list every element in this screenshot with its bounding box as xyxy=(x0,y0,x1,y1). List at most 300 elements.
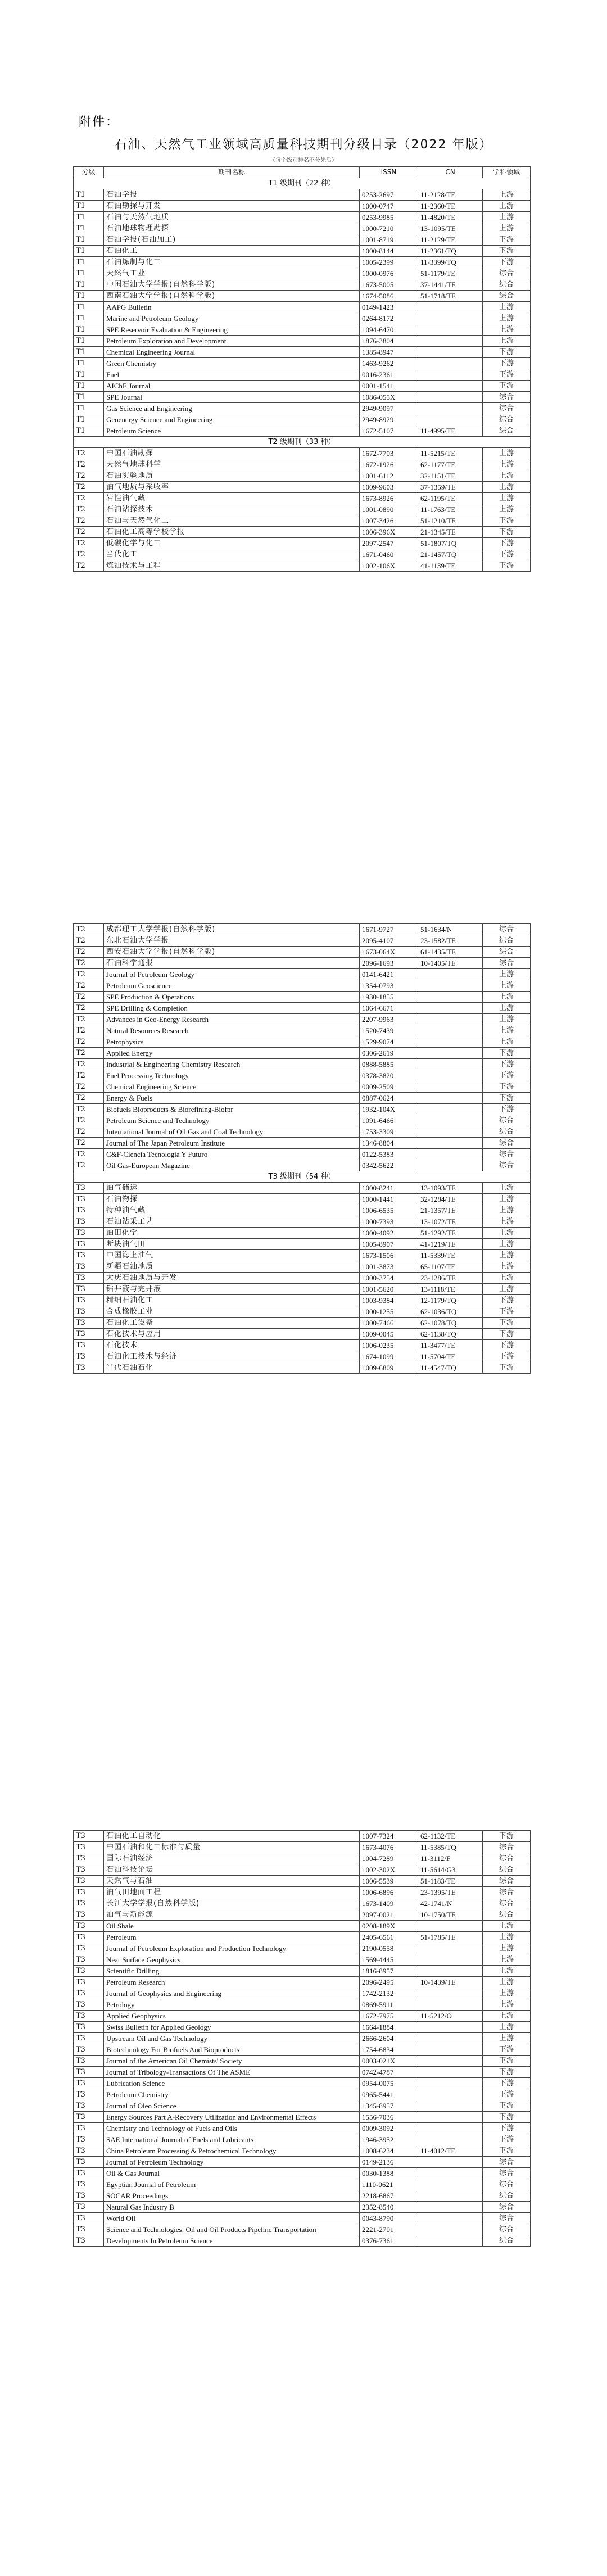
table-row xyxy=(74,2235,531,2247)
issn-cell: 0253-2697 xyxy=(360,189,418,201)
table-row xyxy=(74,1999,531,2011)
issn-cell: 2097-2547 xyxy=(360,538,418,549)
level-cell: T2 xyxy=(74,958,104,969)
issn-cell: 2218-6867 xyxy=(360,2190,418,2202)
field-cell: 上游 xyxy=(483,482,531,493)
field-cell: 综合 xyxy=(483,1126,531,1138)
level-cell: T2 xyxy=(74,947,104,958)
level-cell: T1 xyxy=(74,234,104,246)
table-row xyxy=(74,1306,531,1318)
field-cell: 上游 xyxy=(483,1932,531,1943)
issn-cell: 0965-5441 xyxy=(360,2089,418,2100)
journal-name-cell: 当代石油石化 xyxy=(104,1362,360,1374)
issn-cell: 0122-5383 xyxy=(360,1149,418,1160)
cn-cell xyxy=(418,2067,483,2078)
table-row xyxy=(74,257,531,268)
cn-cell xyxy=(418,1966,483,1977)
issn-cell: 2405-6561 xyxy=(360,1932,418,1943)
journal-name-cell: Biofuels Bioproducts & Biorefining-Biofpr xyxy=(104,1104,360,1115)
cn-cell xyxy=(418,313,483,324)
cn-cell xyxy=(418,2078,483,2089)
table-row xyxy=(74,302,531,313)
journal-name-cell: 石油科学通报 xyxy=(104,958,360,969)
journal-name-cell: Petrology xyxy=(104,1999,360,2011)
page-3 xyxy=(0,1717,607,2576)
level-cell: T2 xyxy=(74,470,104,482)
level-cell: T2 xyxy=(74,493,104,504)
journal-name-cell: Petroleum Chemistry xyxy=(104,2089,360,2100)
table-row xyxy=(74,1081,531,1093)
cn-cell: 11-4820/TE xyxy=(418,212,483,223)
issn-cell: 1091-6466 xyxy=(360,1115,418,1126)
field-cell: 综合 xyxy=(483,1842,531,1853)
field-cell: 综合 xyxy=(483,2224,531,2235)
journal-name-cell: Science and Technologies: Oil and Oil Products Pipeline Transportation xyxy=(104,2224,360,2235)
cn-cell: 13-1072/TE xyxy=(418,1216,483,1228)
level-cell: T3 xyxy=(74,1909,104,1921)
level-cell: T3 xyxy=(74,2033,104,2044)
journal-name-cell: 天然气地球科学 xyxy=(104,459,360,470)
journal-name-cell: 岩性油气藏 xyxy=(104,493,360,504)
table-header-row xyxy=(74,167,531,178)
level-cell: T2 xyxy=(74,1025,104,1036)
cn-cell: 51-1634/N xyxy=(418,924,483,935)
journal-name-cell: World Oil xyxy=(104,2213,360,2224)
page-1 xyxy=(0,0,607,858)
field-cell: 下游 xyxy=(483,1318,531,1329)
field-cell: 下游 xyxy=(483,2123,531,2134)
issn-cell: 1005-8907 xyxy=(360,1239,418,1250)
cn-cell: 11-1763/TE xyxy=(418,504,483,515)
table-row xyxy=(74,1205,531,1216)
cn-cell: 23-1582/TE xyxy=(418,935,483,947)
journal-name-cell: 油气田地面工程 xyxy=(104,1887,360,1898)
cn-cell xyxy=(418,2202,483,2213)
cn-cell xyxy=(418,1059,483,1070)
table-row xyxy=(74,2190,531,2202)
issn-cell: 1345-8957 xyxy=(360,2100,418,2112)
cn-cell xyxy=(418,1104,483,1115)
cn-cell: 37-1441/TE xyxy=(418,279,483,291)
journal-name-cell: Petroleum Geoscience xyxy=(104,980,360,992)
issn-cell: 1110-0621 xyxy=(360,2179,418,2190)
journal-name-cell: Chemistry and Technology of Fuels and Oils xyxy=(104,2123,360,2134)
table-row xyxy=(74,1876,531,1887)
header-level: 分级 xyxy=(74,167,104,178)
table-row xyxy=(74,1831,531,1842)
field-cell: 下游 xyxy=(483,2145,531,2157)
issn-cell: 0253-9985 xyxy=(360,212,418,223)
issn-cell: 1000-3754 xyxy=(360,1273,418,1284)
field-cell: 上游 xyxy=(483,1025,531,1036)
table-row xyxy=(74,2134,531,2145)
document-subtitle: （每个级别排名不分先后） xyxy=(270,157,337,164)
issn-cell: 1006-5539 xyxy=(360,1876,418,1887)
level-cell: T3 xyxy=(74,1943,104,1954)
level-cell: T1 xyxy=(74,347,104,358)
field-cell: 上游 xyxy=(483,969,531,980)
issn-cell: 1000-7466 xyxy=(360,1318,418,1329)
level-cell: T2 xyxy=(74,935,104,947)
journal-name-cell: 西南石油大学学报(自然科学版) xyxy=(104,291,360,302)
table-row xyxy=(74,935,531,947)
table-row xyxy=(74,1048,531,1059)
cn-cell: 32-1284/TE xyxy=(418,1194,483,1205)
field-cell: 下游 xyxy=(483,1081,531,1093)
level-cell: T2 xyxy=(74,549,104,560)
journal-name-cell: Upstream Oil and Gas Technology xyxy=(104,2033,360,2044)
issn-cell: 2221-2701 xyxy=(360,2224,418,2235)
table-row xyxy=(74,527,531,538)
level-cell: T3 xyxy=(74,2067,104,2078)
cn-cell xyxy=(418,1921,483,1932)
issn-cell: 2095-4107 xyxy=(360,935,418,947)
section-title: T2 级期刊（33 种） xyxy=(74,437,531,448)
issn-cell: 1006-6896 xyxy=(360,1887,418,1898)
table-row xyxy=(74,1070,531,1081)
level-cell: T2 xyxy=(74,980,104,992)
issn-cell: 1001-0890 xyxy=(360,504,418,515)
cn-cell: 23-1286/TE xyxy=(418,1273,483,1284)
table-row xyxy=(74,2123,531,2134)
journal-name-cell: 低碳化学与化工 xyxy=(104,538,360,549)
issn-cell: 1673-1409 xyxy=(360,1898,418,1909)
table-row xyxy=(74,2078,531,2089)
header-issn: ISSN xyxy=(360,167,418,178)
field-cell: 下游 xyxy=(483,1295,531,1306)
table-row xyxy=(74,1036,531,1048)
level-cell: T3 xyxy=(74,1205,104,1216)
field-cell: 上游 xyxy=(483,2011,531,2022)
cn-cell: 21-1345/TE xyxy=(418,527,483,538)
field-cell: 综合 xyxy=(483,2179,531,2190)
cn-cell xyxy=(418,1943,483,1954)
field-cell: 上游 xyxy=(483,2022,531,2033)
journal-name-cell: 当代化工 xyxy=(104,549,360,560)
cn-cell: 11-3112/F xyxy=(418,1853,483,1864)
journal-name-cell: Gas Science and Engineering xyxy=(104,403,360,414)
level-cell: T1 xyxy=(74,336,104,347)
table-row xyxy=(74,189,531,201)
field-cell: 上游 xyxy=(483,313,531,324)
level-cell: T1 xyxy=(74,302,104,313)
journal-name-cell: Energy Sources Part A-Recovery Utilization and Environmental Effects xyxy=(104,2112,360,2123)
field-cell: 综合 xyxy=(483,403,531,414)
field-cell: 综合 xyxy=(483,924,531,935)
field-cell: 综合 xyxy=(483,1115,531,1126)
field-cell: 下游 xyxy=(483,538,531,549)
journal-name-cell: SAE International Journal of Fuels and Lubricants xyxy=(104,2134,360,2145)
table-row xyxy=(74,2145,531,2157)
field-cell: 下游 xyxy=(483,1340,531,1351)
journal-name-cell: International Journal of Oil Gas and Coal Technology xyxy=(104,1126,360,1138)
field-cell: 下游 xyxy=(483,234,531,246)
table-row xyxy=(74,268,531,279)
table-row xyxy=(74,246,531,257)
field-cell: 上游 xyxy=(483,448,531,459)
table-row xyxy=(74,1115,531,1126)
header-cn: CN xyxy=(418,167,483,178)
journal-name-cell: 石油化工技术与经济 xyxy=(104,1351,360,1362)
table-row xyxy=(74,947,531,958)
field-cell: 上游 xyxy=(483,980,531,992)
field-cell: 上游 xyxy=(483,1943,531,1954)
journal-name-cell: Fuel xyxy=(104,369,360,381)
field-cell: 上游 xyxy=(483,459,531,470)
table-row xyxy=(74,448,531,459)
journal-name-cell: Fuel Processing Technology xyxy=(104,1070,360,1081)
level-cell: T1 xyxy=(74,279,104,291)
journal-name-cell: Marine and Petroleum Geology xyxy=(104,313,360,324)
field-cell: 上游 xyxy=(483,223,531,234)
issn-cell: 1001-3873 xyxy=(360,1261,418,1273)
issn-cell: 0001-1541 xyxy=(360,381,418,392)
issn-cell: 1876-3804 xyxy=(360,336,418,347)
level-cell: T1 xyxy=(74,425,104,437)
cn-cell xyxy=(418,2235,483,2247)
cn-cell: 11-3477/TE xyxy=(418,1340,483,1351)
issn-cell: 1672-1926 xyxy=(360,459,418,470)
issn-cell: 0264-8172 xyxy=(360,313,418,324)
journal-name-cell: Green Chemistry xyxy=(104,358,360,369)
cn-cell xyxy=(418,403,483,414)
field-cell: 下游 xyxy=(483,2134,531,2145)
field-cell: 上游 xyxy=(483,1284,531,1295)
cn-cell: 11-2129/TE xyxy=(418,234,483,246)
journal-name-cell: Lubrication Science xyxy=(104,2078,360,2089)
issn-cell: 1556-7036 xyxy=(360,2112,418,2123)
journal-name-cell: Geoenergy Science and Engineering xyxy=(104,414,360,425)
field-cell: 上游 xyxy=(483,1966,531,1977)
field-cell: 综合 xyxy=(483,1864,531,1876)
level-cell: T3 xyxy=(74,2044,104,2056)
level-cell: T2 xyxy=(74,1014,104,1025)
table-row xyxy=(74,1093,531,1104)
cn-cell: 11-4547/TQ xyxy=(418,1362,483,1374)
field-cell: 综合 xyxy=(483,425,531,437)
table-row xyxy=(74,212,531,223)
journal-name-cell: Applied Geophysics xyxy=(104,2011,360,2022)
field-cell: 上游 xyxy=(483,1239,531,1250)
level-cell: T2 xyxy=(74,1160,104,1171)
cn-cell xyxy=(418,2157,483,2168)
document-title: 石油、天然气工业领域高质量科技期刊分级目录（2022 年版） xyxy=(114,138,493,152)
level-cell: T3 xyxy=(74,2123,104,2134)
issn-cell: 1000-4092 xyxy=(360,1228,418,1239)
journal-name-cell: 中国石油大学学报(自然科学版) xyxy=(104,279,360,291)
issn-cell: 2096-2495 xyxy=(360,1977,418,1988)
journal-name-cell: C&F-Ciencia Tecnologia Y Futuro xyxy=(104,1149,360,1160)
issn-cell: 1006-396X xyxy=(360,527,418,538)
journal-name-cell: 石化技术 xyxy=(104,1340,360,1351)
level-cell: T3 xyxy=(74,1318,104,1329)
issn-cell: 1086-055X xyxy=(360,392,418,403)
issn-cell: 1385-8947 xyxy=(360,347,418,358)
table-row xyxy=(74,1362,531,1374)
issn-cell: 1094-6470 xyxy=(360,324,418,336)
journal-name-cell: 中国石油和化工标准与质量 xyxy=(104,1842,360,1853)
level-cell: T3 xyxy=(74,1183,104,1194)
issn-cell: 1932-104X xyxy=(360,1104,418,1115)
table-row xyxy=(74,470,531,482)
cn-cell xyxy=(418,369,483,381)
journal-name-cell: 石油钻采工艺 xyxy=(104,1216,360,1228)
level-cell: T3 xyxy=(74,1351,104,1362)
issn-cell: 0030-1388 xyxy=(360,2168,418,2179)
field-cell: 上游 xyxy=(483,493,531,504)
table-row xyxy=(74,924,531,935)
field-cell: 上游 xyxy=(483,1194,531,1205)
issn-cell: 2666-2604 xyxy=(360,2033,418,2044)
journal-name-cell: 特种油气藏 xyxy=(104,1205,360,1216)
level-cell: T3 xyxy=(74,1273,104,1284)
table-row xyxy=(74,414,531,425)
level-cell: T3 xyxy=(74,1329,104,1340)
level-cell: T3 xyxy=(74,2011,104,2022)
cn-cell: 62-1138/TQ xyxy=(418,1329,483,1340)
level-cell: T3 xyxy=(74,2134,104,2145)
level-cell: T3 xyxy=(74,1239,104,1250)
table-row xyxy=(74,369,531,381)
cn-cell xyxy=(418,2033,483,2044)
field-cell: 综合 xyxy=(483,2213,531,2224)
issn-cell: 1000-8144 xyxy=(360,246,418,257)
attachment-label: 附件： xyxy=(79,115,120,129)
table-row xyxy=(74,2224,531,2235)
field-cell: 综合 xyxy=(483,1909,531,1921)
level-cell: T1 xyxy=(74,369,104,381)
field-cell: 下游 xyxy=(483,1831,531,1842)
level-cell: T1 xyxy=(74,189,104,201)
field-cell: 上游 xyxy=(483,1273,531,1284)
journal-name-cell: 石油实验地质 xyxy=(104,470,360,482)
issn-cell: 1754-6834 xyxy=(360,2044,418,2056)
issn-cell: 1009-0045 xyxy=(360,1329,418,1340)
journal-name-cell: Biotechnology For Biofuels And Bioproducts xyxy=(104,2044,360,2056)
journal-name-cell: 成都理工大学学报(自然科学版) xyxy=(104,924,360,935)
level-cell: T2 xyxy=(74,969,104,980)
cn-cell xyxy=(418,1126,483,1138)
table-row xyxy=(74,1864,531,1876)
field-cell: 下游 xyxy=(483,2089,531,2100)
cn-cell: 51-1183/TE xyxy=(418,1876,483,1887)
table-row xyxy=(74,2011,531,2022)
level-cell: T2 xyxy=(74,448,104,459)
issn-cell: 1000-8241 xyxy=(360,1183,418,1194)
section-header-row xyxy=(74,1171,531,1183)
table-row xyxy=(74,1842,531,1853)
cn-cell: 62-1078/TQ xyxy=(418,1318,483,1329)
cn-cell: 23-1395/TE xyxy=(418,1887,483,1898)
field-cell: 综合 xyxy=(483,392,531,403)
journal-name-cell: Oil Gas-European Magazine xyxy=(104,1160,360,1171)
journal-name-cell: 油田化学 xyxy=(104,1228,360,1239)
cn-cell: 32-1151/TE xyxy=(418,470,483,482)
table-row xyxy=(74,560,531,572)
header-journal-name: 期刊名称 xyxy=(104,167,360,178)
section-title: T3 级期刊（54 种） xyxy=(74,1171,531,1183)
level-cell: T2 xyxy=(74,1138,104,1149)
cn-cell xyxy=(418,336,483,347)
table-row xyxy=(74,1126,531,1138)
issn-cell: 0888-5885 xyxy=(360,1059,418,1070)
field-cell: 上游 xyxy=(483,1921,531,1932)
issn-cell: 1672-7703 xyxy=(360,448,418,459)
journal-name-cell: 钻井液与完井液 xyxy=(104,1284,360,1295)
table-row xyxy=(74,2157,531,2168)
level-cell: T1 xyxy=(74,291,104,302)
field-cell: 下游 xyxy=(483,369,531,381)
level-cell: T3 xyxy=(74,1216,104,1228)
field-cell: 综合 xyxy=(483,2235,531,2247)
journal-name-cell: Natural Resources Research xyxy=(104,1025,360,1036)
journal-name-cell: 石油科技论坛 xyxy=(104,1864,360,1876)
cn-cell xyxy=(418,2179,483,2190)
page-2 xyxy=(0,858,607,1717)
journal-name-cell: Swiss Bulletin for Applied Geology xyxy=(104,2022,360,2033)
journal-name-cell: Journal of Geophysics and Engineering xyxy=(104,1988,360,1999)
level-cell: T3 xyxy=(74,1954,104,1966)
field-cell: 上游 xyxy=(483,2033,531,2044)
journal-name-cell: Oil Shale xyxy=(104,1921,360,1932)
level-cell: T3 xyxy=(74,1362,104,1374)
issn-cell: 2949-9097 xyxy=(360,403,418,414)
cn-cell: 51-1179/TE xyxy=(418,268,483,279)
issn-cell: 1003-9384 xyxy=(360,1295,418,1306)
table-row xyxy=(74,1025,531,1036)
level-cell: T2 xyxy=(74,527,104,538)
cn-cell xyxy=(418,302,483,313)
cn-cell: 11-5614/G3 xyxy=(418,1864,483,1876)
issn-cell: 1002-106X xyxy=(360,560,418,572)
journal-name-cell: 断块油气田 xyxy=(104,1239,360,1250)
cn-cell: 10-1405/TE xyxy=(418,958,483,969)
cn-cell xyxy=(418,1093,483,1104)
issn-cell: 1674-1099 xyxy=(360,1351,418,1362)
issn-cell: 1673-064X xyxy=(360,947,418,958)
journal-name-cell: 石油与天然气地质 xyxy=(104,212,360,223)
cn-cell: 11-2360/TE xyxy=(418,201,483,212)
field-cell: 上游 xyxy=(483,1003,531,1014)
issn-cell: 0887-0624 xyxy=(360,1093,418,1104)
issn-cell: 1001-8719 xyxy=(360,234,418,246)
journal-name-cell: Applied Energy xyxy=(104,1048,360,1059)
journal-name-cell: Petrophysics xyxy=(104,1036,360,1048)
table-row xyxy=(74,1104,531,1115)
cn-cell xyxy=(418,992,483,1003)
journal-name-cell: Journal of Oleo Science xyxy=(104,2100,360,2112)
table-row xyxy=(74,1988,531,1999)
level-cell: T3 xyxy=(74,1966,104,1977)
table-row xyxy=(74,2213,531,2224)
journal-name-cell: Journal of the American Oil Chemists' Society xyxy=(104,2056,360,2067)
level-cell: T2 xyxy=(74,538,104,549)
table-row xyxy=(74,1216,531,1228)
journal-name-cell: 天然气工业 xyxy=(104,268,360,279)
field-cell: 上游 xyxy=(483,1988,531,1999)
cn-cell: 51-1807/TQ xyxy=(418,538,483,549)
field-cell: 上游 xyxy=(483,201,531,212)
cn-cell xyxy=(418,2022,483,2033)
field-cell: 下游 xyxy=(483,1104,531,1115)
cn-cell xyxy=(418,1048,483,1059)
field-cell: 下游 xyxy=(483,549,531,560)
cn-cell: 11-5385/TQ xyxy=(418,1842,483,1853)
cn-cell xyxy=(418,2213,483,2224)
journal-name-cell: Petroleum Research xyxy=(104,1977,360,1988)
cn-cell xyxy=(418,358,483,369)
level-cell: T3 xyxy=(74,2190,104,2202)
